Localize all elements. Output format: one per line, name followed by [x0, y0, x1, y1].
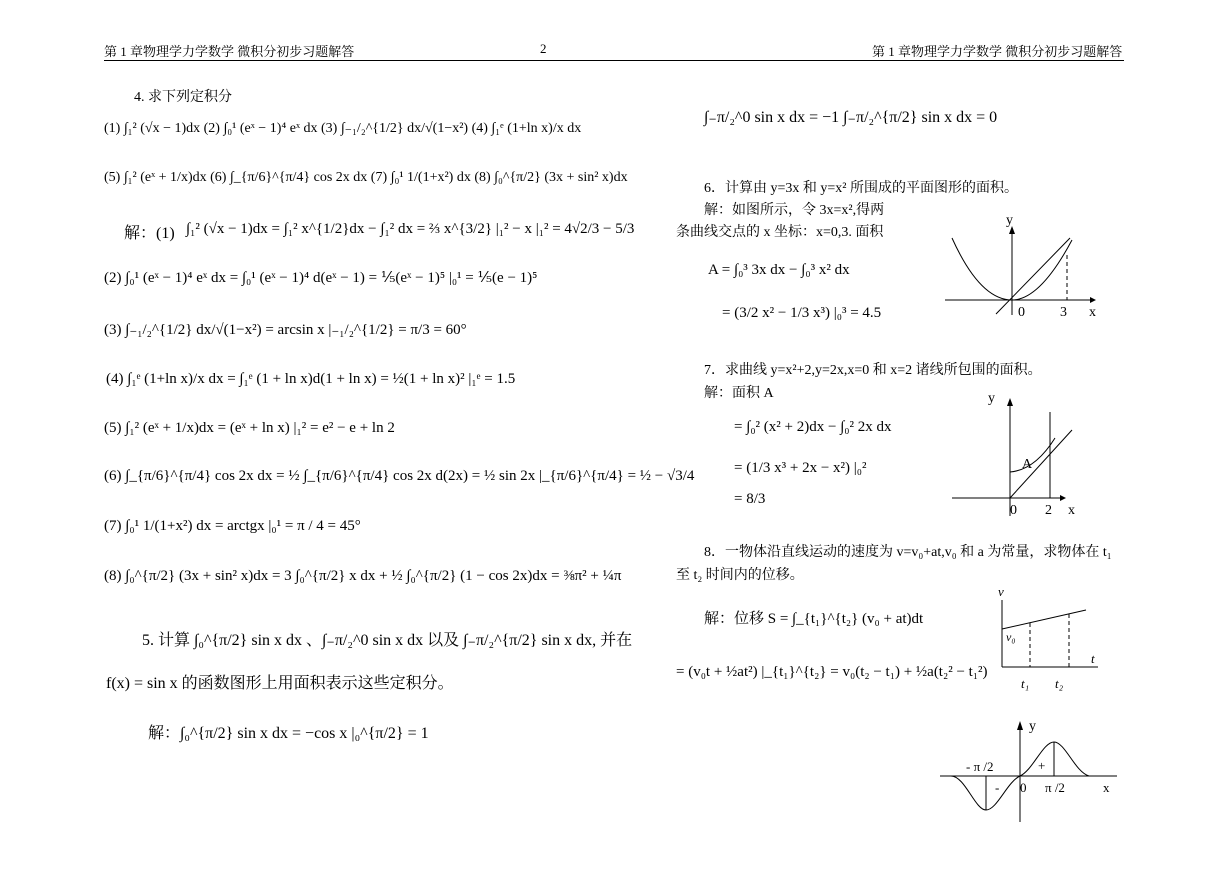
q8-eq: = (v₀t + ½at²) |_{t₁}^{t₂} = v₀(t₂ − t₁) + ½a(t₂² − t₁²): [676, 664, 988, 680]
x-label: x: [1068, 503, 1075, 518]
velocity-line: [1002, 610, 1086, 629]
sol-8: (8) ∫₀^{π/2} (3x + sin² x)dx = 3 ∫₀^{π/2} x dx + ½ ∫₀^{π/2} (1 − cos 2x)dx = ⅜π² + ¼π: [104, 568, 622, 584]
q7-title: 7．求曲线 y=x²+2,y=2x,x=0 和 x=2 诸线所包围的面积。: [704, 363, 1042, 378]
q6-sol-2: 条曲线交点的 x 坐标：x=0,3. 面积: [676, 225, 884, 240]
sol-1: ∫₁² (√x − 1)dx = ∫₁² x^{1/2}dx − ∫₁² dx = ⅔ x^{3/2} |₁² − x |₁² = 4√2/3 − 5/3: [186, 221, 635, 237]
page-number: 2: [540, 41, 547, 56]
q4-row1: (1) ∫₁² (√x − 1)dx (2) ∫₀¹ (eˣ − 1)⁴ eˣ dx (3) ∫₋₁/₂^{1/2} dx/√(1−x²) (4) ∫₁ᵉ (1+ln x)/x dx: [104, 121, 582, 136]
curve-x2-plus-2: [1010, 438, 1055, 472]
q7-figure: [950, 388, 1090, 520]
x-axis-arrow: [1090, 297, 1096, 303]
tick-2-label: 2: [1045, 503, 1052, 518]
origin-label: 0: [1018, 305, 1025, 320]
y-label: y: [1029, 719, 1036, 734]
q6-figure: [940, 210, 1110, 322]
r5-results: ∫₋π/₂^0 sin x dx = −1 ∫₋π/₂^{π/2} sin x dx = 0: [704, 109, 998, 126]
v0-label: v₀: [1006, 630, 1016, 644]
q5-figure: [935, 710, 1125, 824]
y-axis-arrow: [1017, 721, 1023, 730]
x-label: x: [1089, 305, 1096, 320]
q8-line1: 8．一物体沿直线运动的速度为 v=v₀+at,v₀ 和 a 为常量，求物体在 t₁: [704, 545, 1112, 560]
sol-3: (3) ∫₋₁/₂^{1/2} dx/√(1−x²) = arcsin x |₋₁/₂^{1/2} = π/3 = 60°: [104, 322, 467, 338]
sol-4: (4) ∫₁ᵉ (1+ln x)/x dx = ∫₁ᵉ (1 + ln x)d(1 + ln x) = ½(1 + ln x)² |₁ᵉ = 1.5: [106, 371, 516, 387]
tick-3-label: 3: [1060, 305, 1067, 320]
y-axis-arrow: [1007, 398, 1013, 406]
t1-label: t₁: [1021, 676, 1030, 691]
y-label: y: [1006, 213, 1013, 228]
v-label: v: [998, 584, 1004, 599]
y-label: y: [988, 391, 995, 406]
q7-sol: 解：面积 A: [704, 386, 774, 401]
q7-eq-3: = 8/3: [734, 491, 766, 507]
t2-label: t₂: [1055, 676, 1064, 691]
header-right: 第 1 章物理学力学数学 微积分初步习题解答: [872, 44, 1123, 59]
line-3x: [996, 238, 1070, 314]
header-left: 第 1 章物理学力学数学 微积分初步习题解答: [104, 44, 355, 59]
q8-figure: [990, 582, 1110, 692]
q6-title: 6．计算由 y=3x 和 y=x² 所围成的平面图形的面积。: [704, 181, 1018, 196]
q7-eq-2: = (1/3 x³ + 2x − x²) |₀²: [734, 460, 867, 476]
header-rule: [104, 60, 1124, 61]
sol-label: 解：(1): [124, 225, 175, 242]
minus-sign: -: [995, 780, 1000, 795]
q8-sol: 解：位移 S = ∫_{t₁}^{t₂} (v₀ + at)dt: [704, 611, 924, 627]
q5-line2: f(x) = sin x 的函数图形上用面积表示这些定积分。: [106, 675, 454, 692]
sol-2: (2) ∫₀¹ (eˣ − 1)⁴ eˣ dx = ∫₀¹ (eˣ − 1)⁴ d(eˣ − 1) = ⅕(eˣ − 1)⁵ |₀¹ = ⅕(e − 1)⁵: [104, 270, 538, 286]
sol-5: (5) ∫₁² (eˣ + 1/x)dx = (eˣ + ln x) |₁² = e² − e + ln 2: [104, 420, 395, 436]
sol-6: (6) ∫_{π/6}^{π/4} cos 2x dx = ½ ∫_{π/6}^{π/4} cos 2x d(2x) = ½ sin 2x |_{π/6}^{π/4} = ½ − √3/4: [104, 468, 695, 484]
origin-label: 0: [1010, 503, 1017, 518]
neg-pi-half-label: - π /2: [966, 759, 994, 774]
q5-line1: 5. 计算 ∫₀^{π/2} sin x dx 、∫₋π/₂^0 sin x dx 以及 ∫₋π/₂^{π/2} sin x dx, 并在: [142, 632, 633, 649]
q5-solution: 解：∫₀^{π/2} sin x dx = −cos x |₀^{π/2} = 1: [148, 725, 429, 742]
q8-line2: 至 t₂ 时间内的位移。: [676, 568, 804, 583]
area-label: A: [1022, 457, 1033, 472]
q6-eq-2: = (3/2 x² − 1/3 x³) |₀³ = 4.5: [722, 305, 882, 321]
q4-row2: (5) ∫₁² (eˣ + 1/x)dx (6) ∫_{π/6}^{π/4} cos 2x dx (7) ∫₀¹ 1/(1+x²) dx (8) ∫₀^{π/2} (3x + sin² x)dx: [104, 170, 628, 185]
sol-7: (7) ∫₀¹ 1/(1+x²) dx = arctgx |₀¹ = π / 4 = 45°: [104, 518, 361, 534]
q6-sol-1: 解：如图所示，令 3x=x²,得两: [704, 203, 885, 218]
origin-label: 0: [1020, 780, 1027, 795]
t-label: t: [1091, 651, 1095, 666]
plus-sign: +: [1038, 758, 1046, 773]
pi-half-label: π /2: [1045, 780, 1065, 795]
q6-eq-1: A = ∫₀³ 3x dx − ∫₀³ x² dx: [708, 262, 850, 278]
q7-eq-1: = ∫₀² (x² + 2)dx − ∫₀² 2x dx: [734, 419, 892, 435]
q4-title: 4. 求下列定积分: [134, 90, 232, 105]
line-2x: [1010, 430, 1072, 498]
x-axis-arrow: [1060, 495, 1066, 501]
x-label: x: [1103, 780, 1110, 795]
